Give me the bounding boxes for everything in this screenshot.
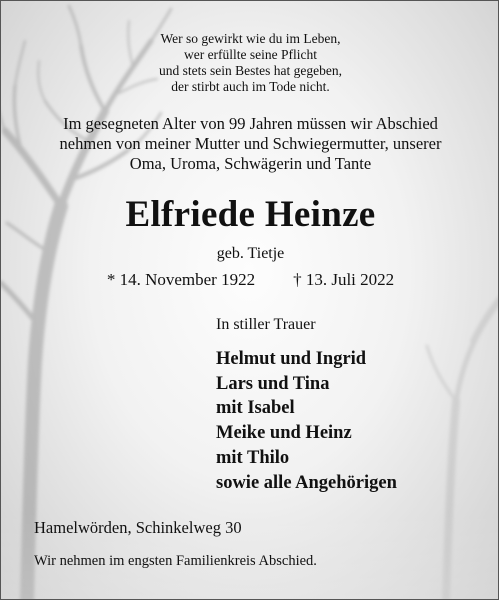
family-member: mit Thilo: [216, 447, 290, 468]
announcement-line: Oma, Uroma, Schwägerin und Tante: [129, 153, 372, 173]
death-date: † 13. Juli 2022: [293, 270, 395, 289]
poem-line: der stirbt auch im Tode nicht.: [171, 78, 330, 94]
family-member: mit Isabel: [216, 398, 295, 419]
poem: [1, 31, 499, 95]
life-dates: [1, 270, 499, 290]
poem-line: und stets sein Bestes hat gegeben,: [159, 62, 342, 78]
announcement-line: Im gesegneten Alter von 99 Jahren müssen wir Abschied: [63, 114, 438, 133]
poem-line: wer erfüllte seine Pflicht: [183, 46, 318, 62]
poem-line: Wer so gewirkt wie du im Leben,: [160, 31, 341, 46]
family-member: Helmut und Ingrid: [216, 349, 367, 369]
farewell-note: Wir nehmen im engsten Familienkreis Abschied.: [34, 553, 317, 569]
birth-date: * 14. November 1922: [106, 270, 256, 289]
mourning-intro: In stiller Trauer: [216, 316, 316, 333]
family-list: [216, 347, 397, 495]
family-member: Lars und Tina: [216, 373, 330, 394]
announcement-text: [1, 114, 499, 173]
address: Hamelwörden, Schinkelweg 30: [34, 518, 242, 537]
family-member: sowie alle Angehörigen: [216, 472, 397, 493]
deceased-name: Elfriede Heinze: [125, 194, 376, 235]
birth-name: geb. Tietje: [216, 245, 285, 262]
announcement-line: nehmen von meiner Mutter und Schwiegermutter, unserer: [59, 133, 442, 153]
family-member: Meike und Heinz: [216, 423, 352, 444]
